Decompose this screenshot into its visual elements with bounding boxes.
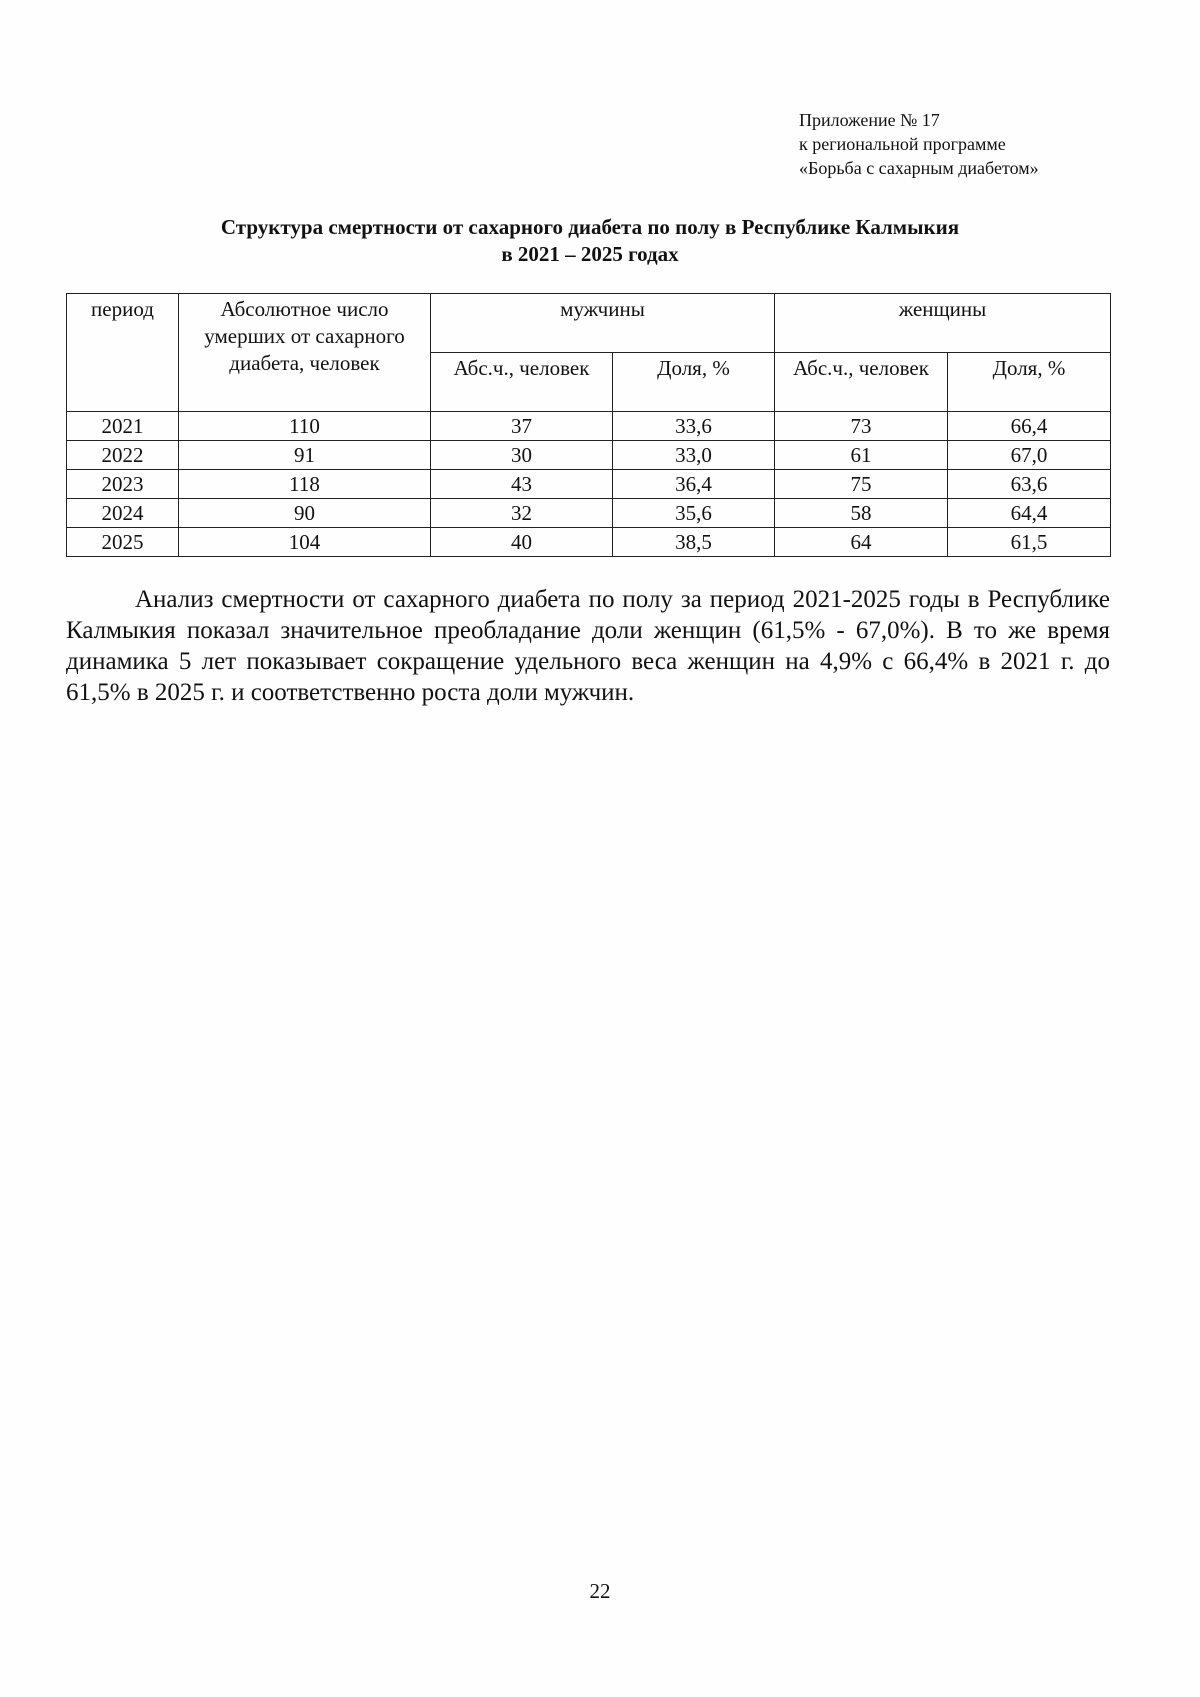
cell-total: 110 [179,412,431,441]
cell-period: 2025 [67,528,179,557]
header-women-abs: Абс.ч., человек [775,353,948,412]
header-men-abs: Абс.ч., человек [431,353,613,412]
table-row [67,412,1111,441]
cell-women-share: 63,6 [948,470,1111,499]
cell-men-share: 36,4 [613,470,775,499]
table-title [60,214,1120,268]
cell-men-abs: 30 [431,441,613,470]
cell-period: 2022 [67,441,179,470]
mortality-table [66,293,1111,557]
appendix-line-3: «Борьба с сахарным диабетом» [799,158,1039,178]
cell-women-abs: 73 [775,412,948,441]
header-absolute-count: Абсолютное число умерших от сахарного диабета, человек [179,294,431,412]
analysis-paragraph: Анализ смертности от сахарного диабета по полу за период 2021-2025 годы в Республике Калмыкия показал значительное преобладание доли женщин (61,5% - 67,0%). В то же время динамика 5 лет показывает сокращение удельного веса женщин на 4,9% с 66,4% в 2021 г. до 61,5% в 2025 г. и соответственно роста доли мужчин. [66,586,1110,706]
table-title-line-1: Структура смертности от сахарного диабета по полу в Республике Калмыкия [220,215,960,239]
cell-total: 118 [179,470,431,499]
cell-total: 91 [179,441,431,470]
cell-total: 90 [179,499,431,528]
cell-men-share: 33,6 [613,412,775,441]
cell-period: 2024 [67,499,179,528]
header-period: период [67,294,179,412]
cell-men-abs: 40 [431,528,613,557]
cell-women-abs: 61 [775,441,948,470]
cell-women-abs: 58 [775,499,948,528]
cell-total: 104 [179,528,431,557]
table-row [67,528,1111,557]
cell-women-share: 66,4 [948,412,1111,441]
cell-women-abs: 75 [775,470,948,499]
cell-men-share: 33,0 [613,441,775,470]
cell-men-abs: 43 [431,470,613,499]
cell-women-share: 61,5 [948,528,1111,557]
header-women: женщины [775,294,1111,353]
cell-women-abs: 64 [775,528,948,557]
header-men: мужчины [431,294,775,353]
appendix-header [799,108,1039,180]
cell-period: 2023 [67,470,179,499]
table-row [67,470,1111,499]
cell-women-share: 67,0 [948,441,1111,470]
appendix-line-1: Приложение № 17 [799,110,940,130]
cell-men-abs: 37 [431,412,613,441]
page-number: 22 [589,1579,611,1603]
cell-men-share: 35,6 [613,499,775,528]
table-row [67,499,1111,528]
header-women-share: Доля, % [948,353,1111,412]
header-men-share: Доля, % [613,353,775,412]
table-row [67,441,1111,470]
cell-men-abs: 32 [431,499,613,528]
cell-men-share: 38,5 [613,528,775,557]
cell-women-share: 64,4 [948,499,1111,528]
table-title-line-2: в 2021 – 2025 годах [501,242,679,266]
appendix-line-2: к региональной программе [799,134,1006,154]
cell-period: 2021 [67,412,179,441]
